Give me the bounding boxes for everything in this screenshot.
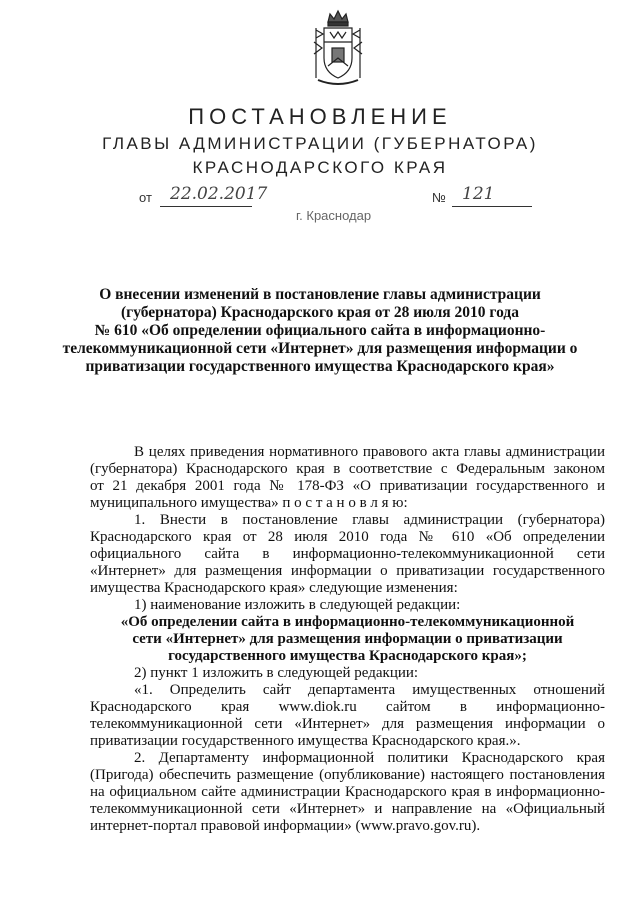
issuer-line-2: КРАСНОДАРСКОГО КРАЯ: [192, 158, 448, 177]
body-line: официального сайта в информационно-телекоммуникационной сети: [90, 546, 605, 562]
number-prefix: №: [432, 190, 446, 205]
body-line: Краснодарского края от 28 июля 2010 года № 610 «Об определении: [90, 529, 605, 545]
city-label: г. Краснодар: [296, 208, 372, 223]
document-title-line: (губернатора) Краснодарского края от 28 июля 2010 года: [121, 304, 519, 321]
body-line: телекоммуникационной сети «Интернет» для размещения информации о: [90, 716, 605, 732]
date-prefix: от: [139, 190, 152, 205]
coat-of-arms-icon: [310, 8, 366, 90]
quoted-title-line: «Об определении сайта в информационно-телекоммуникационной: [120, 614, 575, 630]
quoted-title-line: сети «Интернет» для размещения информации о приватизации: [132, 631, 563, 647]
body-line: телекоммуникационной сети «Интернет» и направление на «Официальный: [90, 801, 605, 817]
document-title-line: О внесении изменений в постановление главы администрации: [99, 286, 541, 303]
quoted-title-line: государственного имущества Краснодарского края»;: [168, 648, 527, 664]
body-line: 2. Департаменту информационной политики Краснодарского края: [134, 750, 605, 766]
body-line: 1. Внести в постановление главы администрации (губернатора): [134, 512, 605, 528]
body-line: муниципального имущества» п о с т а н о в л я ю:: [90, 495, 408, 511]
number-value: 121: [462, 184, 495, 204]
body-line: 1) наименование изложить в следующей редакции:: [134, 597, 461, 613]
body-line: В целях приведения нормативного правового акта главы администрации: [134, 444, 605, 460]
body-line: на официальном сайте администрации Краснодарского края в информационно-: [90, 784, 605, 800]
document-title-line: приватизации государственного имущества Краснодарского края»: [85, 358, 555, 375]
body-line: приватизации государственного имущества Краснодарского края.».: [90, 733, 521, 749]
number-field: [452, 184, 532, 207]
body-line: 2) пункт 1 изложить в следующей редакции:: [134, 665, 419, 681]
date-value: 22.02.2017: [170, 184, 268, 204]
body-line: от 21 декабря 2001 года № 178-ФЗ «О приватизации государственного и: [90, 478, 605, 494]
body-line: Краснодарского края www.diok.ru сайтом в информационно-: [90, 699, 605, 715]
body-line: интернет-портал правовой информации» (www.pravo.gov.ru).: [90, 818, 481, 834]
document-type-title: ПОСТАНОВЛЕНИЕ: [188, 104, 452, 129]
body-line: имущества Краснодарского края» следующие изменения:: [90, 580, 458, 596]
issuer-line-1: ГЛАВЫ АДМИНИСТРАЦИИ (ГУБЕРНАТОРА): [102, 134, 538, 153]
body-line: (Пригода) обеспечить размещение (опубликование) настоящего постановления: [90, 767, 605, 783]
body-line: «Интернет» для размещения информации о приватизации государственного: [90, 563, 605, 579]
date-field: [160, 184, 268, 207]
document-title-line: № 610 «Об определении официального сайта в информационно-: [94, 322, 546, 339]
body-line: (губернатора) Краснодарского края в соответствие с Федеральным законом: [90, 461, 605, 477]
body-line: «1. Определить сайт департамента имущественных отношений: [134, 682, 605, 698]
document-title-line: телекоммуникационной сети «Интернет» для размещения информации о: [62, 340, 578, 357]
